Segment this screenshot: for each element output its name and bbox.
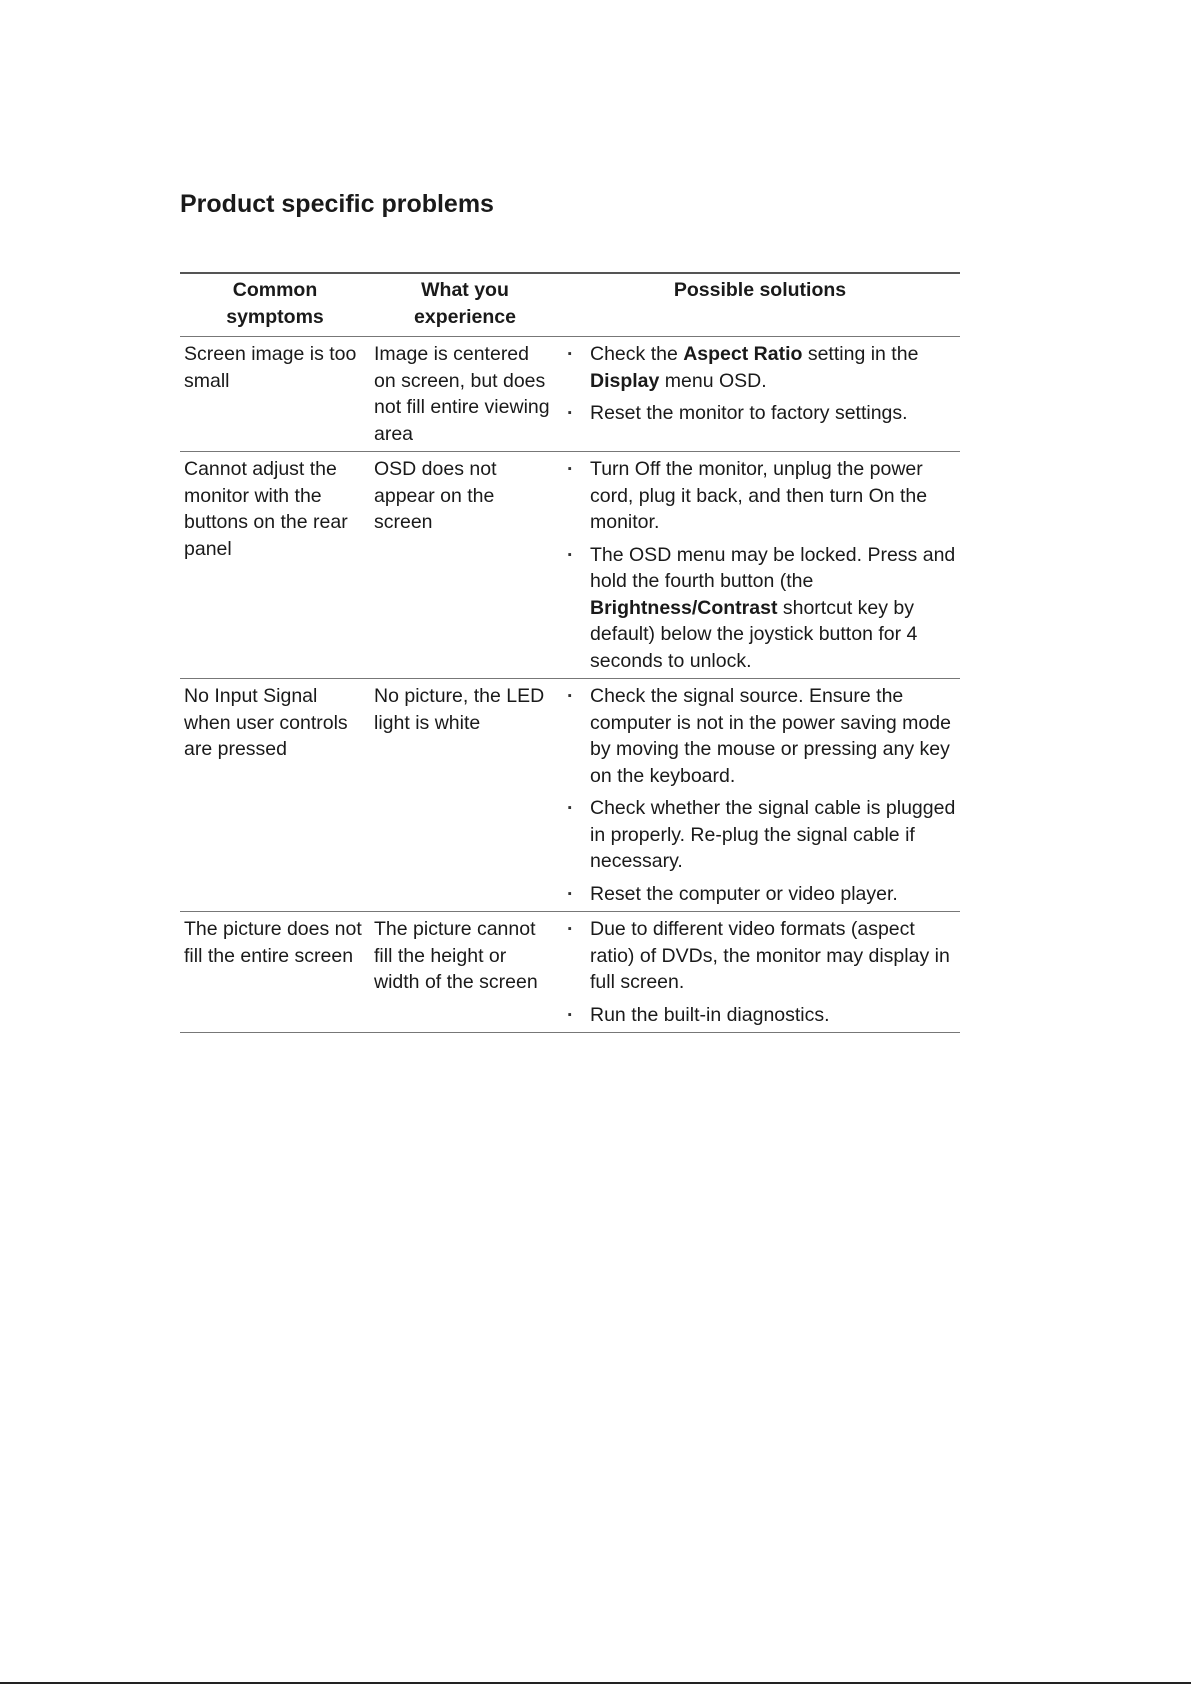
solution-text: Reset the monitor to factory settings.: [590, 402, 908, 424]
solution-emphasis: Brightness/Contrast: [590, 596, 778, 619]
table-row: [180, 912, 960, 1033]
table-body: [180, 337, 960, 1033]
solution-item: [564, 341, 956, 394]
footer-divider: [0, 1682, 1191, 1684]
solution-emphasis: Aspect Ratio: [683, 343, 803, 365]
symptom-cell: Cannot adjust the monitor with the buttons on the rear panel: [180, 452, 370, 679]
solution-text: Check the signal source. Ensure the computer is not in the power saving mode by moving the mouse or pressing any key on the keyboard.: [590, 685, 951, 787]
solution-item: [564, 683, 956, 789]
solution-item: [564, 542, 956, 675]
solutions-list: [564, 456, 956, 674]
solution-item: [564, 916, 956, 996]
troubleshooting-table: [180, 272, 960, 1033]
solutions-list: [564, 916, 956, 1028]
solution-text: Due to different video formats (aspect ratio) of DVDs, the monitor may display in full screen.: [590, 918, 950, 993]
solution-text: setting in the: [802, 343, 919, 365]
solutions-cell: [560, 337, 960, 452]
symptom-cell: The picture does not fill the entire screen: [180, 912, 370, 1033]
symptom-cell: No Input Signal when user controls are pressed: [180, 679, 370, 912]
solutions-cell: [560, 679, 960, 912]
table-row: [180, 452, 960, 679]
solution-item: [564, 881, 956, 908]
experience-cell: No picture, the LED light is white: [370, 679, 560, 912]
solution-text: menu OSD.: [659, 369, 767, 392]
symptom-cell: Screen image is too small: [180, 337, 370, 452]
solutions-cell: [560, 912, 960, 1033]
experience-cell: The picture cannot fill the height or width of the screen: [370, 912, 560, 1033]
solution-text: Turn Off the monitor, unplug the power cord, plug it back, and then turn On the monitor.: [590, 458, 928, 533]
solutions-list: [564, 341, 956, 427]
header-what-you-experience: What you experience: [370, 273, 560, 337]
page-title: Product specific problems: [180, 190, 494, 218]
solution-text: Check whether the signal cable is plugged in properly. Re-plug the signal cable if necessary.: [590, 797, 956, 872]
solution-text: Check the: [590, 343, 684, 365]
solutions-list: [564, 683, 956, 907]
experience-cell: OSD does not appear on the screen: [370, 452, 560, 679]
solution-emphasis: Display: [590, 369, 660, 392]
table-row: [180, 679, 960, 912]
solution-text: Run the built-in diagnostics.: [590, 1003, 830, 1026]
solution-item: [564, 400, 956, 427]
solution-item: [564, 795, 956, 875]
experience-cell: Image is centered on screen, but does not fill entire viewing area: [370, 337, 560, 452]
header-possible-solutions: Possible solutions: [560, 273, 960, 337]
table-header-row: [180, 273, 960, 337]
solution-item: [564, 1002, 956, 1029]
solutions-cell: [560, 452, 960, 679]
header-common-symptoms: Common symptoms: [180, 273, 370, 337]
table-row: [180, 337, 960, 452]
solution-text: Reset the computer or video player.: [590, 882, 898, 905]
solution-item: [564, 456, 956, 536]
solution-text: The OSD menu may be locked. Press and hold the fourth button (the: [590, 543, 956, 592]
solution-text: shortcut key by default) below the joystick button for 4 seconds to unlock.: [590, 596, 918, 672]
